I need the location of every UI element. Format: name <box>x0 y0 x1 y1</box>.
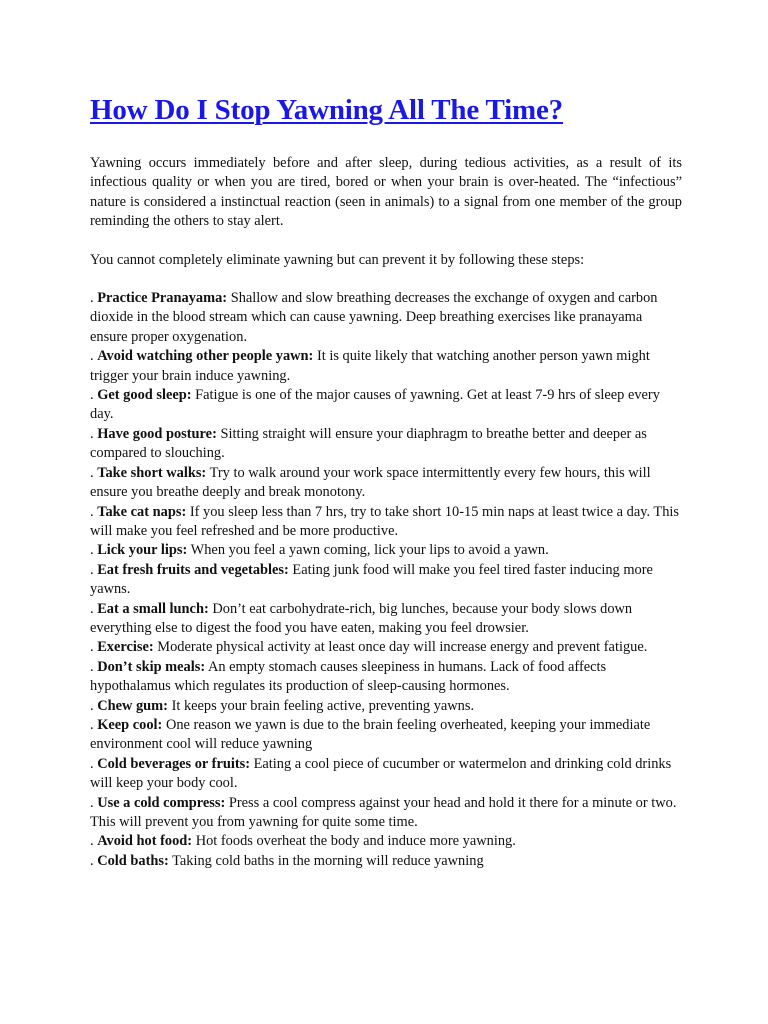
list-item <box>90 794 682 833</box>
bullet-prefix: . <box>90 833 98 850</box>
tip-text: Moderate physical activity at least once day will increase energy and prevent fatigue. <box>157 639 648 656</box>
tip-text: Shallow and slow breathing decreases the exchange of oxygen and carbon dioxide in the blood stream which can cause yawning. Deep breathing exercises like pranayama ensure proper oxygenation. <box>90 290 658 345</box>
tip-label: Cold baths: <box>97 852 169 869</box>
list-item <box>90 832 682 851</box>
list-item <box>90 464 682 503</box>
tip-text: It keeps your brain feeling active, preventing yawns. <box>171 697 475 714</box>
tip-label: Practice Pranayama: <box>97 290 228 307</box>
intro-paragraph: Yawning occurs immediately before and after sleep, during tedious activities, as a result of its infectious quality or when you are tired, bored or when your brain is over-heated. The “infectious” nature is considered a instinctual reaction (seen in animals) to a signal from one member of the group reminding the others to stay alert. <box>90 155 682 230</box>
tip-text: Taking cold baths in the morning will reduce yawning <box>172 852 484 869</box>
tip-text: One reason we yawn is due to the brain feeling overheated, keeping your immediate environment cool will reduce yawning <box>90 716 651 753</box>
list-item <box>90 638 682 657</box>
bullet-prefix: . <box>90 697 98 714</box>
tip-text: Press a cool compress against your head and hold it there for a minute or two. This will prevent you from yawning for quite some time. <box>90 794 677 830</box>
tip-label: Eat fresh fruits and vegetables: <box>97 561 289 578</box>
list-item <box>90 600 682 639</box>
list-item <box>90 503 682 542</box>
list-item <box>90 386 682 425</box>
tips-list <box>90 289 682 871</box>
tip-text: Eating a cool piece of cucumber or watermelon and drinking cold drinks will keep your body cool. <box>90 755 672 792</box>
list-item <box>90 561 682 600</box>
tip-label: Avoid watching other people yawn: <box>97 348 314 365</box>
list-item <box>90 347 682 386</box>
bullet-prefix: . <box>90 561 98 578</box>
tip-label: Use a cold compress: <box>97 794 226 811</box>
lead-paragraph: You cannot completely eliminate yawning but can prevent it by following these steps: <box>90 251 585 268</box>
bullet-prefix: . <box>90 658 98 675</box>
tip-label: Cold beverages or fruits: <box>97 755 251 772</box>
tip-text: An empty stomach causes sleepiness in humans. Lack of food affects hypothalamus which regulates its production of sleep-causing hormones. <box>90 658 607 695</box>
tip-label: Have good posture: <box>97 425 217 442</box>
list-item <box>90 658 682 697</box>
tip-label: Don’t skip meals: <box>97 658 206 675</box>
tip-text: It is quite likely that watching another person yawn might trigger your brain induce yawning. <box>90 348 650 384</box>
tip-label: Chew gum: <box>97 697 168 714</box>
tip-text: Don’t eat carbohydrate-rich, big lunches, because your body slows down everything else to digest the food you have eaten, making you feel drowsier. <box>90 600 633 636</box>
tip-label: Exercise: <box>97 639 154 656</box>
tip-text: When you feel a yawn coming, lick your lips to avoid a yawn. <box>190 542 549 559</box>
tip-label: Get good sleep: <box>97 387 192 404</box>
list-item <box>90 697 682 716</box>
bullet-prefix: . <box>90 600 98 617</box>
tip-label: Take cat naps: <box>97 503 187 520</box>
bullet-prefix: . <box>90 794 98 811</box>
tip-text: Hot foods overheat the body and induce more yawning. <box>195 833 516 850</box>
bullet-prefix: . <box>90 716 98 733</box>
bullet-prefix: . <box>90 542 98 559</box>
bullet-prefix: . <box>90 755 98 772</box>
list-item <box>90 425 682 464</box>
tip-text: Fatigue is one of the major causes of yawning. Get at least 7-9 hrs of sleep every day. <box>90 387 660 423</box>
list-item <box>90 289 682 347</box>
list-item <box>90 716 682 755</box>
bullet-prefix: . <box>90 852 98 869</box>
tip-label: Lick your lips: <box>97 542 188 559</box>
list-item <box>90 541 682 560</box>
list-item <box>90 852 682 871</box>
page-title-link[interactable]: How Do I Stop Yawning All The Time? <box>90 94 563 126</box>
tip-label: Take short walks: <box>97 464 207 481</box>
tip-text: Sitting straight will ensure your diaphragm to breathe better and deeper as compared to slouching. <box>90 425 647 462</box>
tip-label: Avoid hot food: <box>97 833 193 850</box>
bullet-prefix: . <box>90 639 98 656</box>
tip-label: Keep cool: <box>97 716 163 733</box>
bullet-prefix: . <box>90 464 98 481</box>
tip-text: Eating junk food will make you feel tired faster inducing more yawns. <box>90 561 653 598</box>
tip-text: If you sleep less than 7 hrs, try to take short 10-15 min naps at least twice a day. This will make you feel refreshed and be more productive. <box>90 503 680 539</box>
bullet-prefix: . <box>90 290 98 307</box>
bullet-prefix: . <box>90 503 98 520</box>
bullet-prefix: . <box>90 387 98 404</box>
bullet-prefix: . <box>90 425 98 442</box>
document-page <box>90 92 682 871</box>
tip-text: Try to walk around your work space intermittently every few hours, this will ensure you breathe deeply and break monotony. <box>90 464 651 501</box>
bullet-prefix: . <box>90 348 98 365</box>
list-item <box>90 755 682 794</box>
tip-label: Eat a small lunch: <box>97 600 209 617</box>
